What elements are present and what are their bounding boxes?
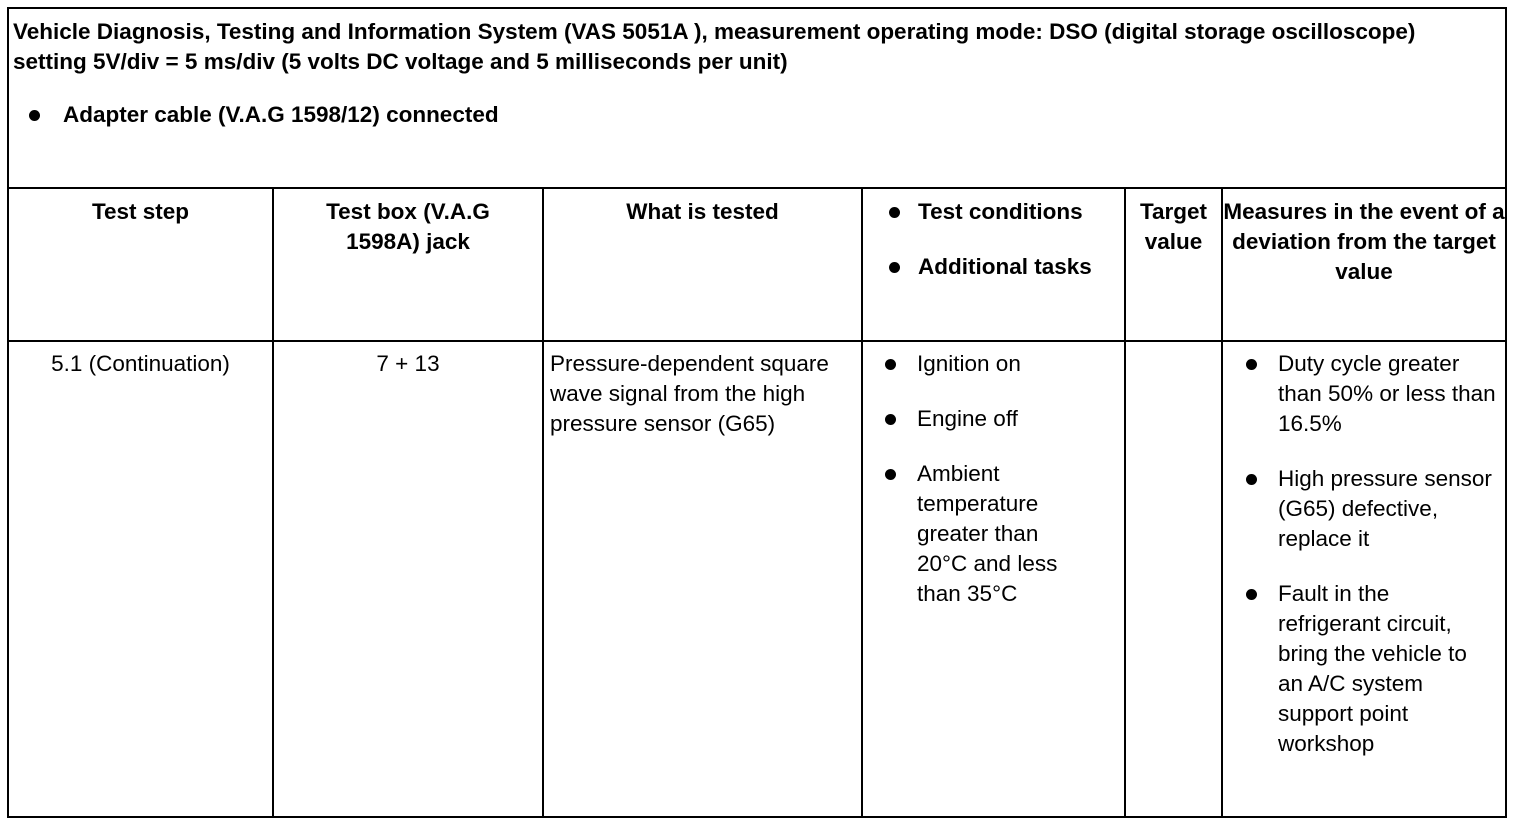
col-header-condition-item: [889, 252, 1125, 282]
col-header-measures: Measures in the event of a deviation from the target value: [1223, 199, 1505, 284]
header-bullet-text: Adapter cable (V.A.G 1598/12) connected: [63, 102, 499, 127]
cell-test-step: 5.1 (Continuation): [51, 351, 230, 376]
cell-jack: 7 + 13: [376, 351, 440, 376]
column-divider: [542, 189, 544, 818]
col-header-what-tested: What is tested: [626, 199, 779, 224]
test-table: [7, 7, 1507, 818]
bullet-icon: [885, 414, 896, 425]
header-title: Vehicle Diagnosis, Testing and Information System (VAS 5051A ), measurement operating mode: DSO (digital storage oscilloscope) setting 5V/div = 5 ms/div (5 volts DC voltage and 5 milliseconds per unit): [13, 19, 1416, 74]
measure-item: [1246, 464, 1504, 554]
row-divider: [9, 340, 1505, 342]
col-header-test-box: Test box (V.A.G 1598A) jack: [326, 199, 490, 254]
cell-what-tested: Pressure-dependent square wave signal from the high pressure sensor (G65): [550, 351, 829, 436]
bullet-icon: [29, 110, 40, 121]
condition-item: [885, 459, 1121, 609]
measure-item: [1246, 579, 1504, 759]
cell-measures: [1246, 349, 1504, 759]
measure-text: High pressure sensor (G65) defective, replace it: [1278, 466, 1492, 551]
measure-item: [1246, 349, 1504, 439]
col-header-condition-text: Additional tasks: [918, 254, 1092, 279]
condition-text: Engine off: [917, 406, 1018, 431]
col-header-test-step: Test step: [91, 199, 190, 224]
bullet-icon: [889, 262, 900, 273]
col-header-condition-text: Test conditions: [918, 199, 1083, 224]
column-divider: [1124, 189, 1126, 818]
condition-item: [885, 349, 1121, 379]
cell-conditions: [885, 349, 1121, 609]
header-bullet-item: [29, 100, 499, 130]
bullet-icon: [885, 469, 896, 480]
bullet-icon: [885, 359, 896, 370]
col-header-condition-item: [889, 197, 1125, 227]
column-divider: [861, 189, 863, 818]
col-header-target: Target value: [1139, 199, 1208, 254]
condition-item: [885, 404, 1121, 434]
col-header-conditions: [889, 197, 1125, 282]
table-header-block: [9, 9, 1505, 189]
bullet-icon: [889, 207, 900, 218]
bullet-icon: [1246, 359, 1257, 370]
condition-text: Ignition on: [917, 351, 1021, 376]
bullet-icon: [1246, 474, 1257, 485]
measure-text: Duty cycle greater than 50% or less than 16.5%: [1278, 351, 1496, 436]
column-divider: [272, 189, 274, 818]
bullet-icon: [1246, 589, 1257, 600]
condition-text: Ambient temperature greater than 20°C and less than 35°C: [917, 461, 1058, 606]
measure-text: Fault in the refrigerant circuit, bring the vehicle to an A/C system support point workshop: [1278, 581, 1467, 756]
